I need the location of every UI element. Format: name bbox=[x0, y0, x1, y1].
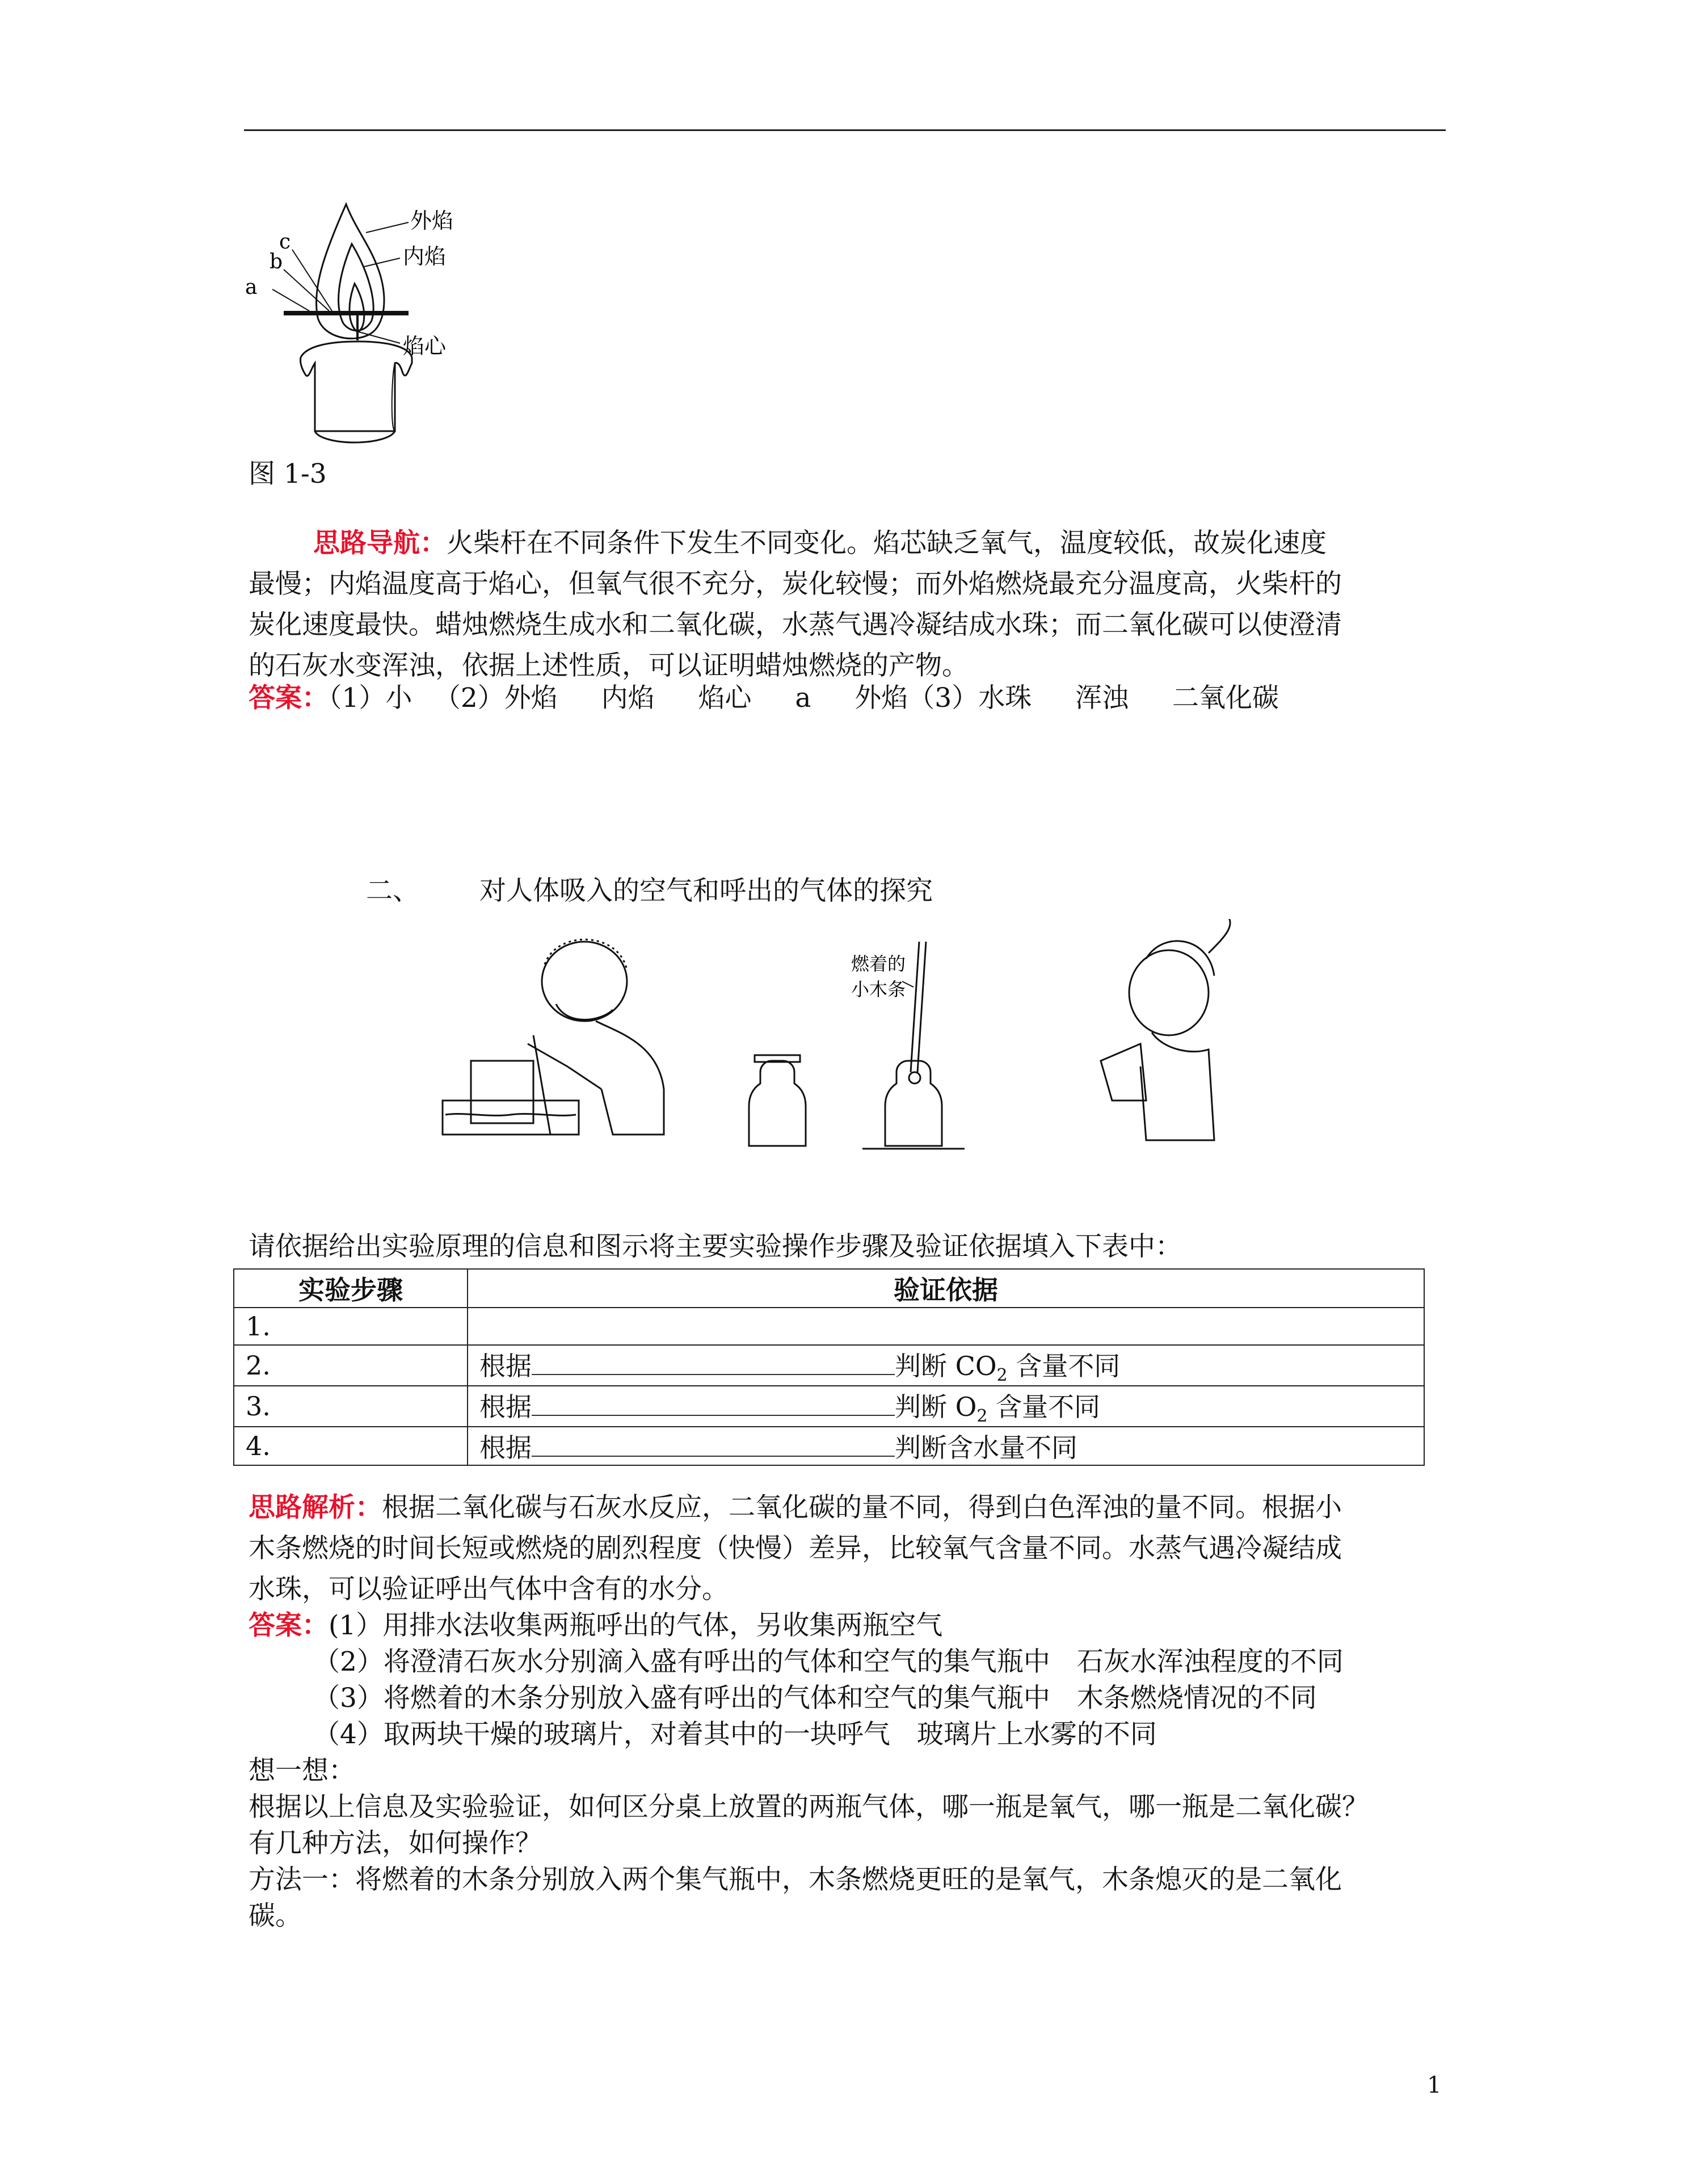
breathing-experiment-figure bbox=[431, 919, 1248, 1157]
step-cell: 4. bbox=[234, 1427, 468, 1465]
basis-tail: 含量不同 bbox=[1007, 1351, 1121, 1381]
analysis2-text-1: 根据二氧化碳与石灰水反应，二氧化碳的量不同，得到白色浑浊的量不同。根据小 bbox=[382, 1492, 1342, 1523]
think-line-2: 有几种方法，如何操作？ bbox=[249, 1828, 542, 1859]
analysis2-line-1 bbox=[249, 1487, 1342, 1528]
basis-prefix: 根据 bbox=[479, 1432, 532, 1464]
table-header-row bbox=[234, 1269, 1424, 1308]
basis-prefix: 根据 bbox=[479, 1392, 532, 1423]
fill-blank[interactable] bbox=[532, 1351, 895, 1375]
analysis2-label: 思路解析： bbox=[249, 1492, 382, 1523]
answer2-line-4: （4）取两块干燥的玻璃片，对着其中的一块呼气 玻璃片上水雾的不同 bbox=[313, 1719, 1157, 1750]
fill-blank[interactable] bbox=[532, 1433, 895, 1457]
answer-label: 答案： bbox=[249, 682, 329, 714]
think-line-4: 碳。 bbox=[249, 1900, 302, 1932]
section2-number: 二、 bbox=[366, 875, 419, 907]
think-title: 想一想： bbox=[249, 1755, 355, 1786]
burning-stick-label-1: 燃着的 bbox=[851, 953, 906, 975]
basis-tail: 含量不同 bbox=[987, 1392, 1101, 1423]
step-cell: 1. bbox=[234, 1308, 468, 1345]
candle-flame-figure bbox=[238, 193, 533, 459]
step-cell: 2. bbox=[234, 1345, 468, 1386]
table-row bbox=[234, 1386, 1424, 1427]
analysis-line-4: 的石灰水变浑浊，依据上述性质，可以证明蜡烛燃烧的产物。 bbox=[249, 650, 969, 681]
subscript: 2 bbox=[996, 1365, 1008, 1386]
basis-suffix: 判断 CO bbox=[895, 1351, 997, 1381]
figure-caption: 图 1-3 bbox=[249, 458, 327, 490]
analysis-line-3: 炭化速度最快。蜡烛燃烧生成水和二氧化碳，水蒸气遇冷凝结成水珠；而二氧化碳可以使澄清 bbox=[249, 609, 1342, 640]
boy-blowing-illustration bbox=[443, 939, 664, 1135]
label-inner-flame: 内焰 bbox=[403, 244, 447, 269]
answer2-text-1: (1）用排水法收集两瓶呼出的气体，另收集两瓶空气 bbox=[329, 1610, 943, 1641]
basis-cell[interactable] bbox=[468, 1308, 1424, 1345]
table-instruction: 请依据给出实验原理的信息和图示将主要实验操作步骤及验证依据填入下表中： bbox=[249, 1231, 1182, 1262]
label-b: b bbox=[270, 250, 283, 273]
analysis-text-1: 火柴杆在不同条件下发生不同变化。焰芯缺乏氧气，温度较低，故炭化速度 bbox=[447, 528, 1327, 559]
analysis-line-2: 最慢；内焰温度高于焰心，但氧气很不充分，炭化较慢；而外焰燃烧最充分温度高，火柴杆的 bbox=[249, 568, 1342, 600]
analysis2-line-3: 水珠，可以验证呼出气体中含有的水分。 bbox=[249, 1574, 729, 1605]
analysis-label: 思路导航： bbox=[313, 528, 447, 559]
answer-line-1 bbox=[249, 678, 1279, 719]
answer2-line-3: （3）将燃着的木条分别放入盛有呼出的气体和空气的集气瓶中 木条燃烧情况的不同 bbox=[313, 1683, 1317, 1714]
table-row bbox=[234, 1427, 1424, 1465]
label-outer-flame: 外焰 bbox=[410, 208, 454, 233]
think-line-3: 方法一：将燃着的木条分别放入两个集气瓶中，木条燃烧更旺的是氧气，木条熄灭的是二氧化 bbox=[249, 1864, 1342, 1895]
basis-cell[interactable] bbox=[468, 1427, 1424, 1465]
think-line-1: 根据以上信息及实验验证，如何区分桌上放置的两瓶气体，哪一瓶是氧气，哪一瓶是二氧化碳？ bbox=[249, 1791, 1369, 1823]
step-cell: 3. bbox=[234, 1386, 468, 1427]
answer-text: （1）小 （2）外焰 内焰 焰心 a 外焰（3）水珠 浑浊 二氧化碳 bbox=[329, 682, 1279, 714]
page-number: 1 bbox=[1427, 2072, 1442, 2098]
label-a: a bbox=[245, 276, 258, 299]
answer2-label: 答案： bbox=[249, 1610, 329, 1641]
label-flame-core: 焰心 bbox=[403, 334, 447, 359]
analysis2-line-2: 木条燃烧的时间长短或燃烧的剧烈程度（快慢）差异，比较氧气含量不同。水蒸气遇冷凝结成 bbox=[249, 1533, 1342, 1564]
answer2-line-1 bbox=[249, 1605, 942, 1646]
basis-cell[interactable] bbox=[468, 1345, 1424, 1386]
subscript: 2 bbox=[976, 1406, 988, 1427]
girl-illustration bbox=[1101, 919, 1230, 1140]
table-row bbox=[234, 1308, 1424, 1345]
basis-cell[interactable] bbox=[468, 1386, 1424, 1427]
answer2-line-2: （2）将澄清石灰水分别滴入盛有呼出的气体和空气的集气瓶中 石灰水浑浊程度的不同 bbox=[313, 1646, 1344, 1677]
basis-suffix: 判断含水量不同 bbox=[895, 1432, 1077, 1464]
basis-suffix: 判断 O bbox=[895, 1392, 977, 1423]
header-basis: 验证依据 bbox=[468, 1269, 1424, 1308]
header-step: 实验步骤 bbox=[234, 1269, 468, 1308]
section2-title: 对人体吸入的空气和呼出的气体的探究 bbox=[479, 875, 933, 907]
fill-blank[interactable] bbox=[532, 1392, 895, 1416]
label-c: c bbox=[279, 230, 291, 254]
table-row bbox=[234, 1345, 1424, 1386]
basis-prefix: 根据 bbox=[479, 1351, 532, 1381]
burning-stick-label-2: 小木条 bbox=[851, 979, 906, 1000]
analysis-line-1 bbox=[313, 523, 1327, 564]
header-rule bbox=[244, 129, 1446, 131]
experiment-table bbox=[233, 1268, 1425, 1466]
